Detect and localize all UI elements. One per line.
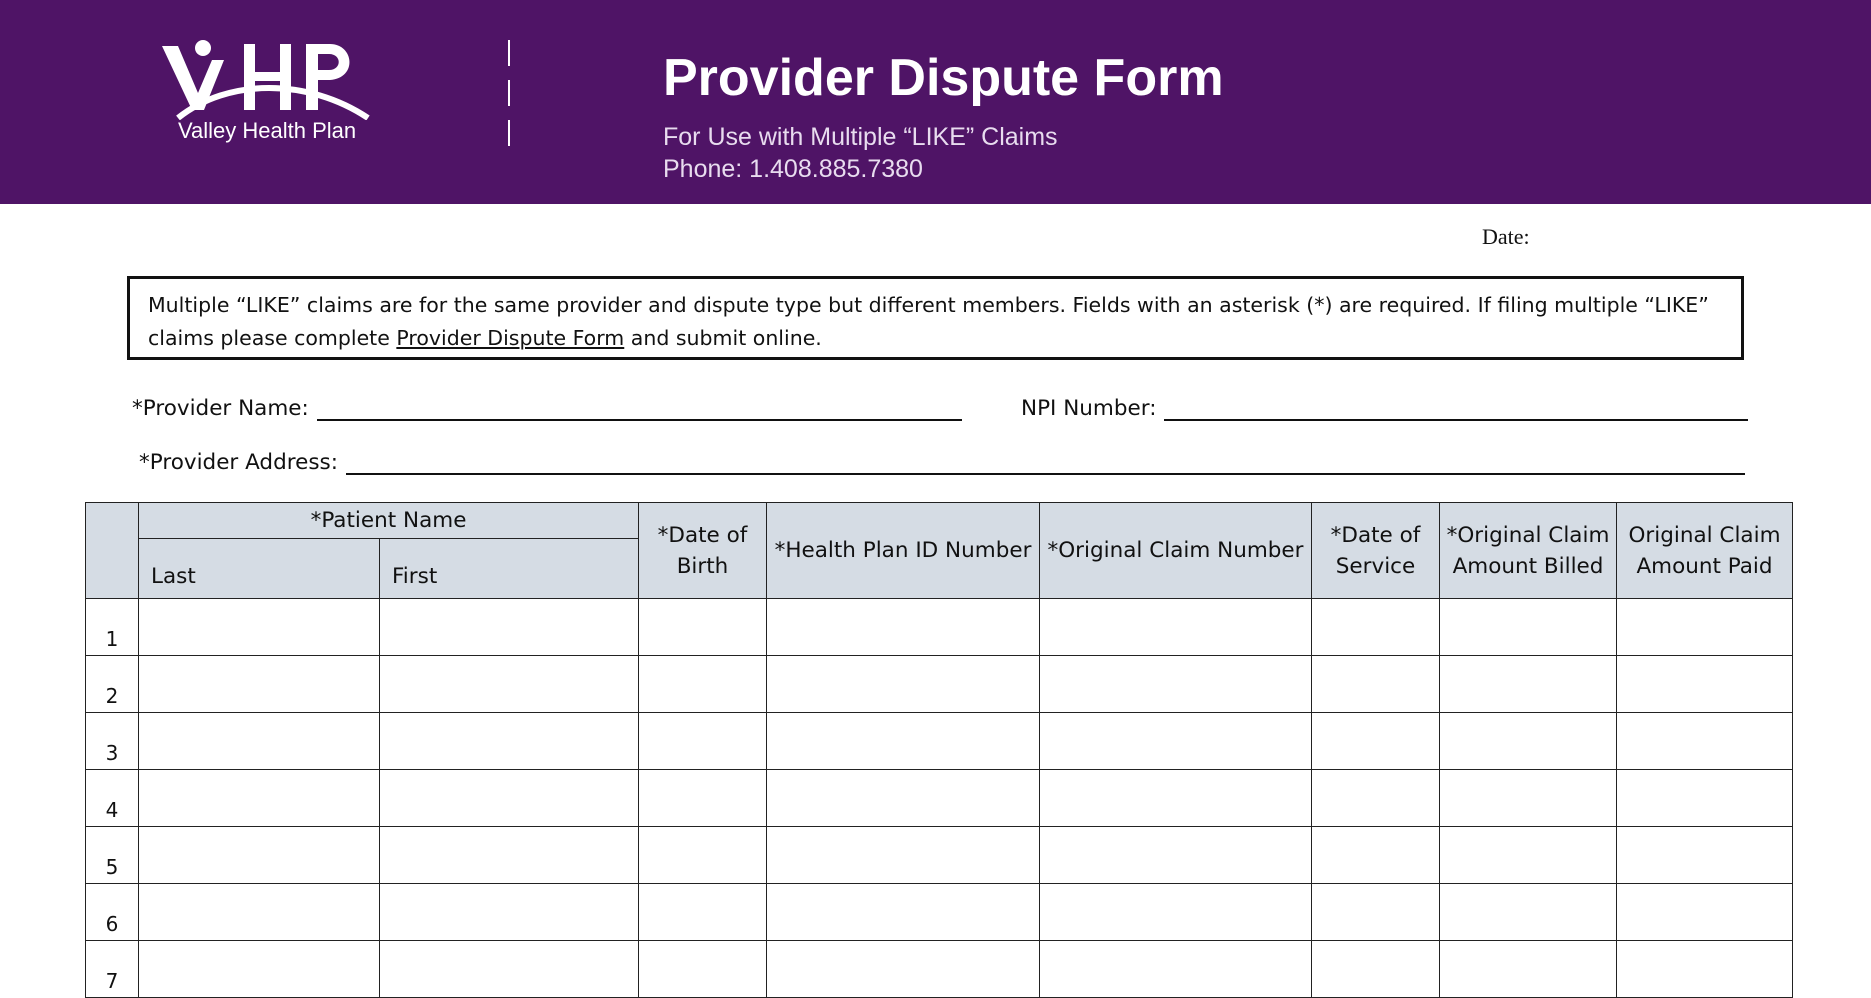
health-plan-id-cell[interactable] [767, 884, 1040, 941]
row-number: 6 [86, 884, 139, 941]
last-name-header: Last [139, 539, 380, 599]
date-of-service-cell[interactable] [1312, 599, 1440, 656]
amount-paid-cell[interactable] [1617, 884, 1793, 941]
notice-box [127, 276, 1744, 360]
claim-number-cell[interactable] [1040, 713, 1312, 770]
page-subtitle: For Use with Multiple “LIKE” Claims [663, 123, 1058, 151]
date-of-birth-cell[interactable] [639, 770, 767, 827]
amount-billed-cell[interactable] [1440, 884, 1617, 941]
table-row [86, 599, 1793, 656]
row-number: 4 [86, 770, 139, 827]
npi-number-field [1021, 396, 1748, 421]
amount-paid-cell[interactable] [1617, 713, 1793, 770]
table-row [86, 713, 1793, 770]
date-of-birth-cell[interactable] [639, 656, 767, 713]
health-plan-id-header: *Health Plan ID Number [767, 503, 1040, 599]
amount-paid-cell[interactable] [1617, 656, 1793, 713]
amount-billed-cell[interactable] [1440, 827, 1617, 884]
amount-paid-cell[interactable] [1617, 599, 1793, 656]
amount-billed-cell[interactable] [1440, 713, 1617, 770]
notice-text: Multiple “LIKE” claims are for the same provider and dispute type but different members. Fields with an asterisk (*) are required. If filing multiple “LIKE” claims please complete [148, 293, 1709, 350]
original-claim-number-header: *Original Claim Number [1040, 503, 1312, 599]
patient-name-header: *Patient Name [139, 503, 639, 539]
claim-number-cell[interactable] [1040, 884, 1312, 941]
first-name-cell[interactable] [380, 770, 639, 827]
phone-number: Phone: 1.408.885.7380 [663, 155, 923, 183]
provider-address-field [139, 450, 1745, 475]
provider-name-field [132, 396, 962, 421]
amount-billed-cell[interactable] [1440, 770, 1617, 827]
date-of-service-cell[interactable] [1312, 656, 1440, 713]
claim-number-cell[interactable] [1040, 827, 1312, 884]
date-of-birth-cell[interactable] [639, 884, 767, 941]
row-number: 3 [86, 713, 139, 770]
npi-number-input[interactable] [1164, 399, 1748, 421]
date-of-birth-cell[interactable] [639, 713, 767, 770]
date-of-service-cell[interactable] [1312, 713, 1440, 770]
claim-number-cell[interactable] [1040, 770, 1312, 827]
table-row [86, 770, 1793, 827]
claims-table [85, 502, 1793, 998]
row-number: 2 [86, 656, 139, 713]
date-of-service-header: *Date of Service [1312, 503, 1440, 599]
logo-subtitle: Valley Health Plan [178, 118, 357, 143]
provider-dispute-form-link[interactable]: Provider Dispute Form [396, 326, 625, 350]
health-plan-id-cell[interactable] [767, 599, 1040, 656]
amount-billed-cell[interactable] [1440, 599, 1617, 656]
row-number: 7 [86, 941, 139, 998]
date-label: Date: [1482, 224, 1530, 249]
health-plan-id-cell[interactable] [767, 713, 1040, 770]
health-plan-id-cell[interactable] [767, 941, 1040, 998]
table-row [86, 827, 1793, 884]
first-name-cell[interactable] [380, 656, 639, 713]
table-row [86, 656, 1793, 713]
provider-name-input[interactable] [317, 399, 962, 421]
last-name-cell[interactable] [139, 713, 380, 770]
table-row [86, 941, 1793, 998]
last-name-cell[interactable] [139, 827, 380, 884]
date-of-birth-cell[interactable] [639, 827, 767, 884]
date-of-service-cell[interactable] [1312, 884, 1440, 941]
date-of-birth-cell[interactable] [639, 599, 767, 656]
row-number-header [86, 503, 139, 599]
provider-address-label: *Provider Address: [139, 450, 338, 475]
health-plan-id-cell[interactable] [767, 656, 1040, 713]
claim-amount-billed-header: *Original Claim Amount Billed [1440, 503, 1617, 599]
last-name-cell[interactable] [139, 599, 380, 656]
amount-paid-cell[interactable] [1617, 770, 1793, 827]
amount-billed-cell[interactable] [1440, 656, 1617, 713]
claim-number-cell[interactable] [1040, 599, 1312, 656]
npi-number-label: NPI Number: [1021, 396, 1157, 421]
amount-paid-cell[interactable] [1617, 941, 1793, 998]
first-name-header: First [380, 539, 639, 599]
first-name-cell[interactable] [380, 941, 639, 998]
vhp-logo-icon [158, 38, 373, 120]
provider-name-label: *Provider Name: [132, 396, 309, 421]
form-header [0, 0, 1871, 204]
vhp-logo [158, 38, 373, 148]
first-name-cell[interactable] [380, 599, 639, 656]
first-name-cell[interactable] [380, 884, 639, 941]
date-of-service-cell[interactable] [1312, 827, 1440, 884]
date-of-birth-cell[interactable] [639, 941, 767, 998]
amount-billed-cell[interactable] [1440, 941, 1617, 998]
last-name-cell[interactable] [139, 884, 380, 941]
claim-amount-paid-header: Original Claim Amount Paid [1617, 503, 1793, 599]
notice-text-end: and submit online. [624, 326, 822, 350]
date-of-service-cell[interactable] [1312, 770, 1440, 827]
table-row [86, 884, 1793, 941]
header-divider [508, 40, 510, 150]
row-number: 5 [86, 827, 139, 884]
health-plan-id-cell[interactable] [767, 827, 1040, 884]
first-name-cell[interactable] [380, 827, 639, 884]
claim-number-cell[interactable] [1040, 656, 1312, 713]
claim-number-cell[interactable] [1040, 941, 1312, 998]
last-name-cell[interactable] [139, 941, 380, 998]
amount-paid-cell[interactable] [1617, 827, 1793, 884]
last-name-cell[interactable] [139, 770, 380, 827]
last-name-cell[interactable] [139, 656, 380, 713]
row-number: 1 [86, 599, 139, 656]
date-of-birth-header: *Date of Birth [639, 503, 767, 599]
page-title: Provider Dispute Form [663, 49, 1224, 107]
date-of-service-cell[interactable] [1312, 941, 1440, 998]
provider-address-input[interactable] [346, 453, 1745, 475]
health-plan-id-cell[interactable] [767, 770, 1040, 827]
first-name-cell[interactable] [380, 713, 639, 770]
